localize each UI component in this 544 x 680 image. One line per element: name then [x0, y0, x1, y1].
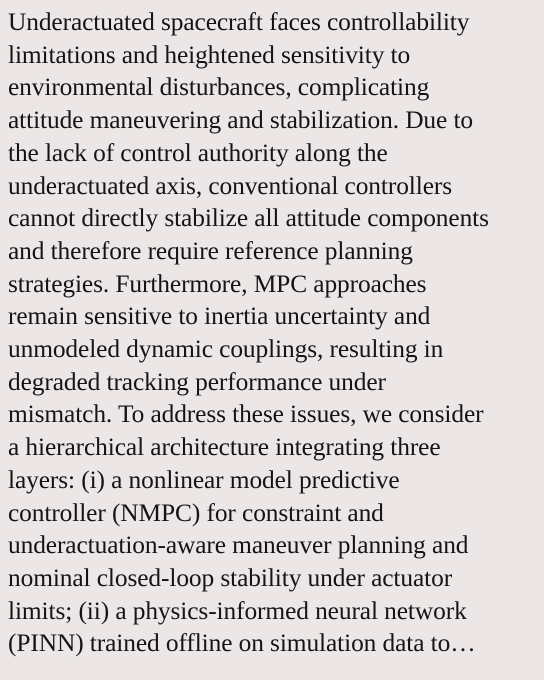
abstract-line: nominal closed-loop stability under actuator [8, 563, 453, 592]
abstract-line: Underactuated spacecraft faces controllability [8, 8, 470, 36]
abstract-text [8, 6, 534, 660]
abstract-line: and therefore require reference planning [8, 236, 413, 265]
abstract-line: environmental disturbances, complicating [8, 73, 430, 102]
abstract-line: layers: (i) a nonlinear model predictive [8, 465, 400, 494]
abstract-line: (PINN) trained offline on simulation data to… [8, 629, 476, 658]
abstract-line: attitude maneuvering and stabilization. Due to [8, 106, 473, 135]
abstract-line: degraded tracking performance under [8, 367, 386, 396]
abstract-line: cannot directly stabilize all attitude components [8, 204, 489, 233]
abstract-line: underactuated axis, conventional controllers [8, 171, 453, 200]
abstract-line: mismatch. To address these issues, we consider [8, 400, 484, 429]
abstract-line: unmodeled dynamic couplings, resulting in [8, 335, 444, 364]
abstract-line: remain sensitive to inertia uncertainty and [8, 302, 431, 331]
abstract-line: underactuation-aware maneuver planning and [8, 531, 469, 560]
abstract-line: a hierarchical architecture integrating three [8, 433, 441, 462]
abstract-line: limitations and heightened sensitivity to [8, 40, 411, 69]
abstract-line: limits; (ii) a physics-informed neural network [8, 596, 467, 625]
abstract-line: strategies. Furthermore, MPC approaches [8, 269, 427, 298]
abstract-line: controller (NMPC) for constraint and [8, 498, 384, 527]
abstract-line: the lack of control authority along the [8, 138, 388, 167]
